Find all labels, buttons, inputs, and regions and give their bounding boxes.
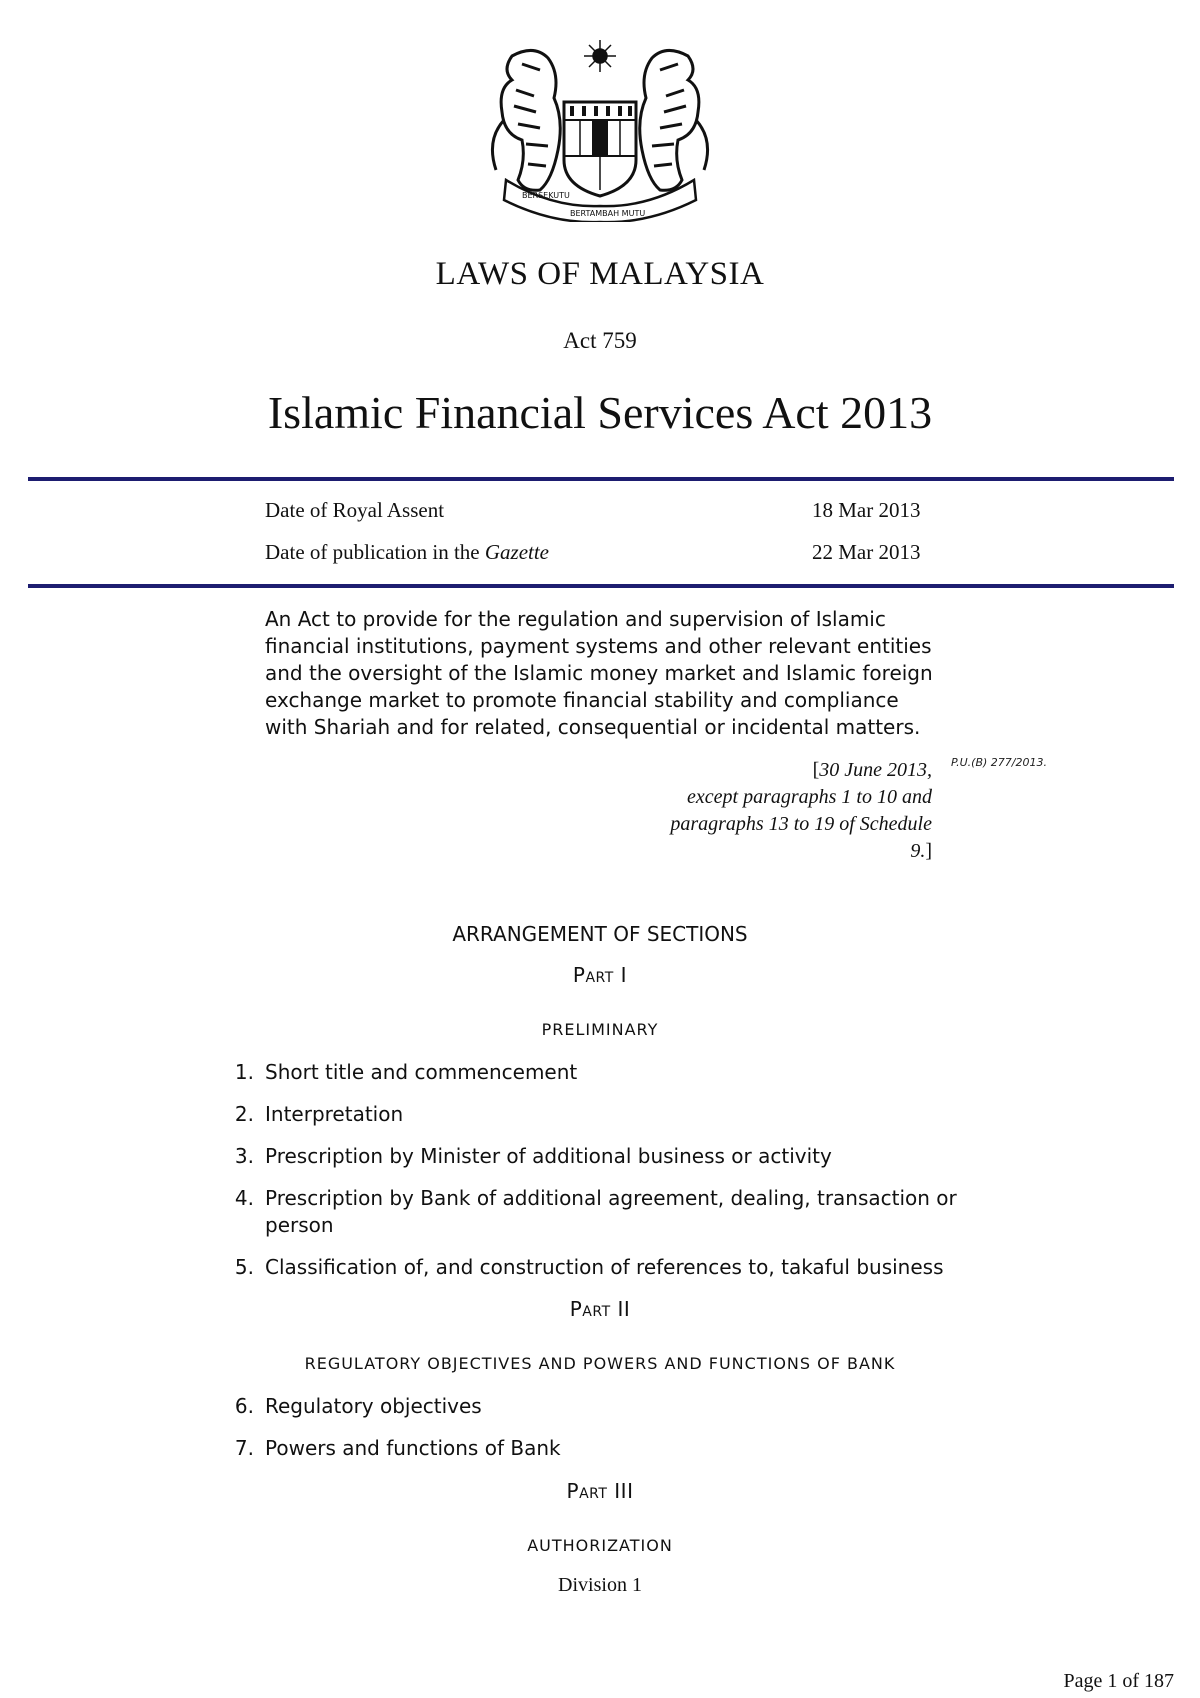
- section-number: 1.: [234, 1060, 254, 1084]
- section-number: 7.: [234, 1436, 254, 1460]
- page-number: Page 1 of 187: [1063, 1670, 1174, 1692]
- date-label: Date of publication in the Gazette: [265, 540, 550, 564]
- part-label: Part III: [566, 1479, 634, 1503]
- act-name: Islamic Financial Services Act 2013: [267, 387, 933, 438]
- act-number: Act 759: [563, 328, 637, 353]
- date-value: 22 Mar 2013: [812, 540, 921, 564]
- section-title: Classification of, and construction of references to, takaful business: [265, 1255, 944, 1279]
- coat-of-arms: [482, 40, 718, 222]
- date-value: 18 Mar 2013: [812, 498, 921, 522]
- section-number: 2.: [234, 1102, 254, 1126]
- section-number: 3.: [234, 1144, 254, 1168]
- part-label: Part II: [569, 1297, 631, 1321]
- section-title: Short title and commencement: [265, 1060, 578, 1084]
- section-title: Prescription by Bank of additional agreement, dealing, transaction or person: [265, 1186, 957, 1237]
- long-title: An Act to provide for the regulation and supervision of Islamic financial institutions, payment systems and other relevant entities and the oversight of the Islamic money market and Islamic foreign exchange market to promote financial stability and compliance with Shariah and for related, consequential or incidental matters.: [265, 607, 933, 739]
- commencement-note: [30 June 2013, except paragraphs 1 to 10 and paragraphs 13 to 19 of Schedule 9.]: [670, 759, 932, 862]
- laws-title: LAWS OF MALAYSIA: [435, 256, 765, 292]
- section-number: 5.: [234, 1255, 254, 1279]
- section-number: 4.: [234, 1186, 254, 1210]
- section-title: Regulatory objectives: [265, 1394, 482, 1418]
- part-label: Part I: [572, 963, 628, 987]
- divider-top: [28, 477, 1174, 481]
- part-heading: AUTHORIZATION: [527, 1536, 673, 1555]
- svg-text:BERSEKUTU: BERSEKUTU: [522, 191, 570, 200]
- part-heading: REGULATORY OBJECTIVES AND POWERS AND FUNCTIONS OF BANK: [304, 1354, 896, 1373]
- section-title: Prescription by Minister of additional business or activity: [265, 1144, 832, 1168]
- margin-note: P.U.(B) 277/2013.: [951, 756, 1047, 769]
- part-heading: PRELIMINARY: [541, 1020, 659, 1039]
- divider-bottom: [28, 584, 1174, 588]
- date-label: Date of Royal Assent: [265, 498, 445, 522]
- svg-text:BERTAMBAH MUTU: BERTAMBAH MUTU: [570, 209, 646, 218]
- section-title: Interpretation: [265, 1102, 404, 1126]
- section-number: 6.: [234, 1394, 254, 1418]
- arrangement-title: ARRANGEMENT OF SECTIONS: [452, 922, 748, 946]
- section-title: Powers and functions of Bank: [265, 1436, 561, 1460]
- division-label: Division 1: [558, 1574, 642, 1596]
